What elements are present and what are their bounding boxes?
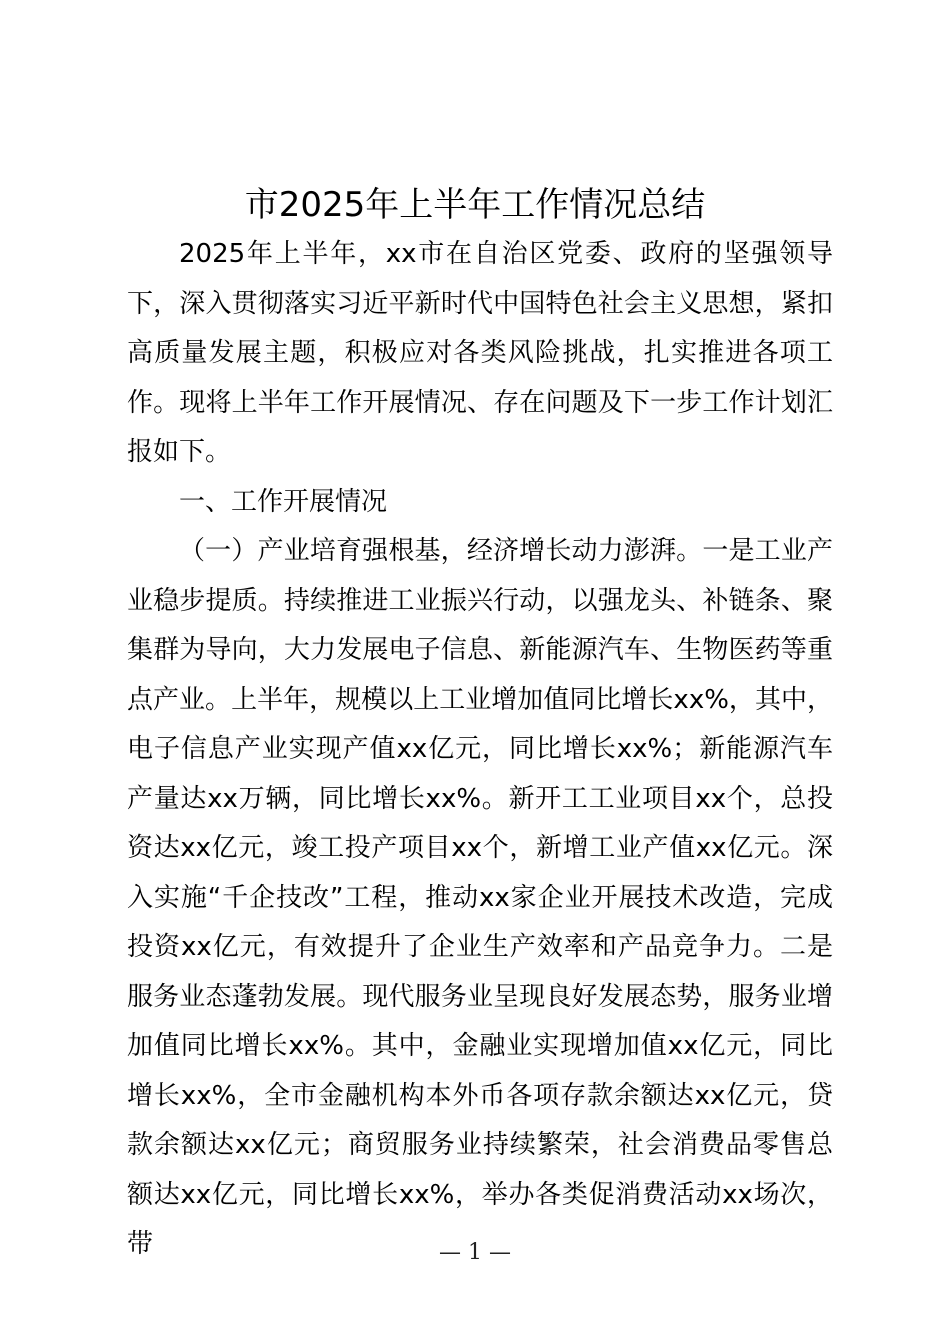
document-title: 市2025年上半年工作情况总结 [244, 185, 706, 225]
document-body [127, 230, 833, 1270]
page-number: — 1 — [439, 1240, 511, 1265]
body-paragraph: （一）产业培育强根基，经济增长动力澎湃。一是工业产业稳步提质。持续推进工业振兴行动，以强龙头、补链条、聚集群为导向，大力发展电子信息、新能源汽车、生物医药等重点产业。上半年，规模以上工业增加值同比增长xx%，其中，电子信息产业实现产值xx亿元，同比增长xx%；新能源汽车产量达xx万辆，同比增长xx%。新开工工业项目xx个，总投资达xx亿元，竣工投产项目xx个，新增工业产值xx亿元。深入实施“千企技改”工程，推动xx家企业开展技术改造，完成投资xx亿元，有效提升了企业生产效率和产品竞争力。二是服务业态蓬勃发展。现代服务业呈现良好发展态势，服务业增加值同比增长xx%。其中，金融业实现增加值xx亿元，同比增长xx%，全市金融机构本外币各项存款余额达xx亿元，贷款余额达xx亿元；商贸服务业持续繁荣，社会消费品零售总额达xx亿元，同比增长xx%，举办各类促消费活动xx场次，带 [127, 536, 833, 1259]
section-heading: 一、工作开展情况 [179, 486, 388, 517]
intro-paragraph: 2025年上半年，xx市在自治区党委、政府的坚强领导下，深入贯彻落实习近平新时代中国特色社会主义思想，紧扣高质量发展主题，积极应对各类风险挑战，扎实推进各项工作。现将上半年工作开展情况、存在问题及下一步工作计划汇报如下。 [127, 239, 833, 467]
